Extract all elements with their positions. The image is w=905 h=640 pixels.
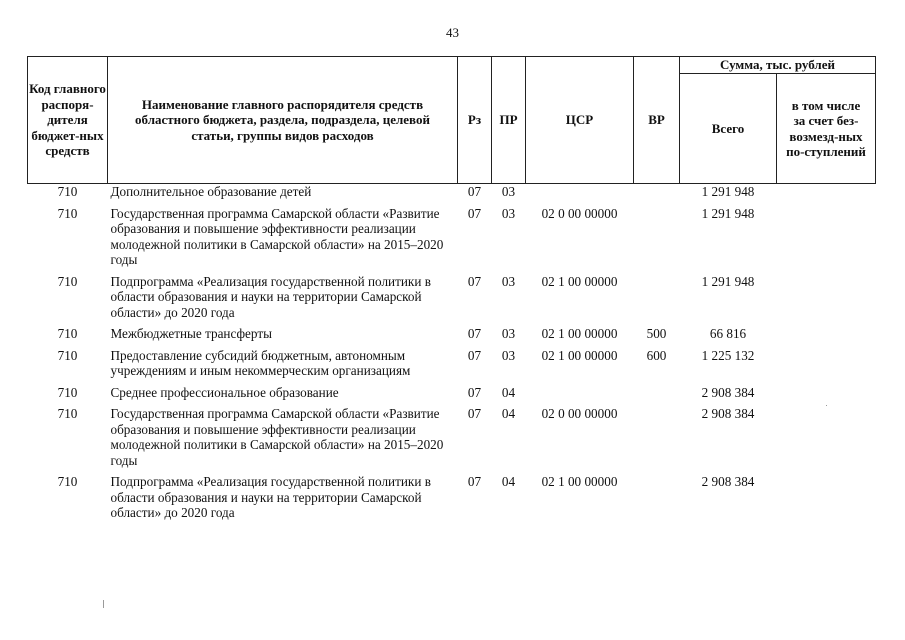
cell-incl bbox=[777, 184, 876, 206]
cell-incl bbox=[777, 385, 876, 407]
cell-rz: 07 bbox=[467, 326, 482, 341]
cell-rz: 07 bbox=[467, 406, 482, 421]
cell-csr: 02 0 00 00000 bbox=[541, 205, 618, 221]
header-csr: ЦСР bbox=[526, 57, 634, 184]
cell-pr: 03 bbox=[501, 205, 516, 221]
cell-rz: 07 bbox=[467, 347, 482, 363]
cell-code: 710 bbox=[57, 205, 78, 221]
cell-total: 1 291 948 bbox=[701, 273, 755, 289]
header-rz: Рз bbox=[458, 57, 492, 184]
cell-csr: 02 1 00 00000 bbox=[541, 326, 618, 341]
cell-pr: 03 bbox=[501, 347, 516, 363]
cell-csr bbox=[526, 184, 634, 206]
table-row bbox=[28, 406, 876, 474]
cell-vr bbox=[634, 274, 680, 327]
cell-vr: 500 bbox=[646, 326, 667, 341]
budget-table bbox=[27, 56, 876, 527]
cell-vr bbox=[634, 385, 680, 407]
table-row bbox=[28, 348, 876, 385]
cell-code: 710 bbox=[28, 184, 108, 206]
cell-name: Предоставление субсидий бюджетным, автономным учреждениям и иным некоммерческим организациям bbox=[110, 347, 411, 378]
cell-rz: 07 bbox=[467, 205, 482, 221]
cell-pr: 04 bbox=[501, 384, 516, 400]
cell-total: 1 291 948 bbox=[680, 184, 777, 206]
cell-vr: 600 bbox=[646, 347, 667, 363]
cell-rz: 07 bbox=[467, 273, 482, 289]
table-row bbox=[28, 206, 876, 274]
table-row bbox=[28, 474, 876, 527]
cell-incl bbox=[777, 474, 876, 527]
cell-csr bbox=[526, 385, 634, 407]
cell-total: 1 291 948 bbox=[701, 205, 755, 221]
cell-vr bbox=[634, 406, 680, 474]
cell-incl bbox=[777, 206, 876, 274]
scan-artifact bbox=[103, 600, 104, 608]
cell-vr bbox=[634, 184, 680, 206]
table-row bbox=[28, 184, 876, 206]
cell-csr: 02 1 00 00000 bbox=[541, 273, 618, 289]
cell-code: 710 bbox=[57, 384, 78, 400]
cell-incl bbox=[777, 348, 876, 385]
header-total: Всего bbox=[680, 74, 777, 184]
table-row bbox=[28, 326, 876, 348]
page-number: 43 bbox=[446, 25, 459, 40]
header-name: Наименование главного распорядителя средств областного бюджета, раздела, подраздела, целевой статьи, группы видов расходов bbox=[108, 57, 458, 184]
cell-vr bbox=[634, 206, 680, 274]
cell-rz: 07 bbox=[458, 184, 492, 206]
cell-rz: 07 bbox=[467, 384, 482, 400]
cell-name: Дополнительное образование детей bbox=[108, 184, 458, 206]
cell-pr: 03 bbox=[501, 273, 516, 289]
header-incl: в том числе за счет без-возмезд-ных по-ступлений bbox=[777, 74, 876, 184]
cell-incl bbox=[777, 326, 876, 348]
cell-total: 2 908 384 bbox=[701, 384, 755, 400]
cell-total: 66 816 bbox=[709, 326, 747, 341]
cell-total: 2 908 384 bbox=[701, 406, 755, 421]
cell-name: Подпрограмма «Реализация государственной политики в области образования и науки на территории Самарской области» до 2020 года bbox=[110, 474, 431, 520]
cell-code: 710 bbox=[57, 406, 78, 421]
header-vr: ВР bbox=[634, 57, 680, 184]
cell-csr: 02 1 00 00000 bbox=[541, 347, 618, 363]
table-row bbox=[28, 274, 876, 327]
cell-name: Государственная программа Самарской области «Развитие образования и повышение эффективности реализации молодежной политики в Самарской области» на 2015–2020 годы bbox=[110, 406, 444, 468]
header-code: Код главного распоря-дителя бюджет-ных средств bbox=[28, 57, 108, 184]
cell-vr bbox=[634, 474, 680, 527]
cell-name: Подпрограмма «Реализация государственной политики в области образования и науки на территории Самарской области» до 2020 года bbox=[110, 273, 431, 320]
cell-code: 710 bbox=[57, 474, 78, 489]
cell-pr: 04 bbox=[501, 406, 516, 421]
cell-name: Среднее профессиональное образование bbox=[110, 384, 339, 400]
cell-code: 710 bbox=[57, 347, 78, 363]
cell-csr: 02 1 00 00000 bbox=[541, 474, 618, 489]
cell-incl bbox=[777, 406, 876, 474]
scan-artifact bbox=[826, 405, 827, 406]
cell-code: 710 bbox=[57, 273, 78, 289]
cell-csr: 02 0 00 00000 bbox=[541, 406, 618, 421]
cell-code: 710 bbox=[57, 326, 78, 341]
cell-total: 2 908 384 bbox=[701, 474, 755, 489]
cell-rz: 07 bbox=[467, 474, 482, 489]
header-pr: ПР bbox=[492, 57, 526, 184]
header-sum-group: Сумма, тыс. рублей bbox=[680, 57, 876, 74]
cell-incl bbox=[777, 274, 876, 327]
cell-pr: 03 bbox=[501, 326, 516, 341]
cell-name: Межбюджетные трансферты bbox=[110, 326, 272, 341]
cell-name: Государственная программа Самарской области «Развитие образования и повышение эффективности реализации молодежной политики в Самарской области» на 2015–2020 годы bbox=[110, 205, 444, 267]
cell-pr: 04 bbox=[501, 474, 516, 489]
table-header bbox=[28, 57, 876, 184]
table-body bbox=[28, 184, 876, 527]
cell-pr: 03 bbox=[492, 184, 526, 206]
cell-total: 1 225 132 bbox=[701, 347, 755, 363]
table-row bbox=[28, 385, 876, 407]
